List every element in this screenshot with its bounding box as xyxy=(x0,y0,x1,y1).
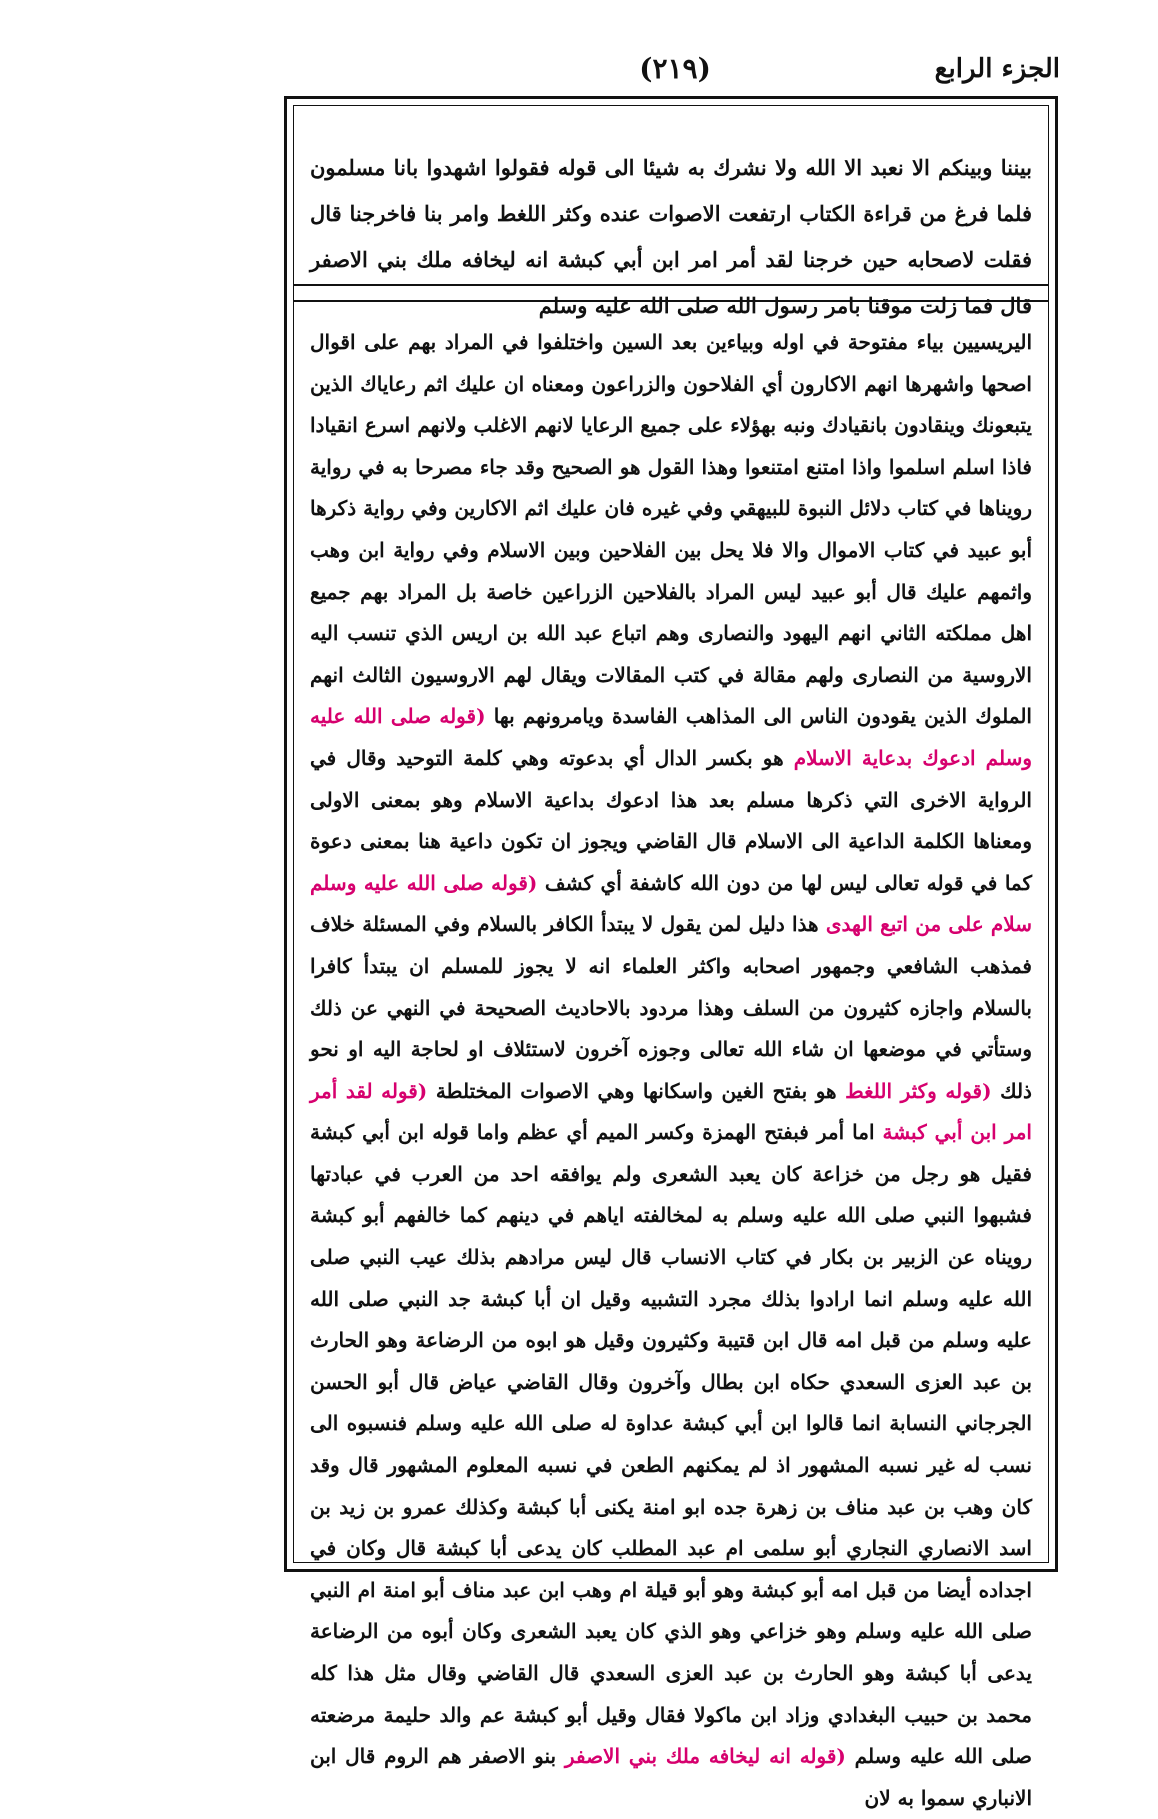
section-divider xyxy=(294,284,1048,302)
commentary-lemma: (قوله وكثر اللغط xyxy=(845,1078,992,1103)
commentary-lemma: (قوله صلى الله عليه وسلم ادعوك بدعاية الاسلام xyxy=(310,704,1032,770)
commentary-segment: هذا دليل لمن يقول لا يبتدأ الكافر بالسلام وفي المسئلة خلاف فمذهب الشافعي وجمهور اصحابه واكثر العلماء انه لا يجوز للمسلم ان يبتدأ كافرا بالسلام واجازه كثيرون من السلف وهذا مردود بالاحاديث الصحيحة في النهي عن ذلك وستأتي في موضعها ان شاء الله تعالى وجوزه آخرون لاستئلاف او لحاجة اليه او نحو ذلك xyxy=(310,912,1032,1103)
page-header xyxy=(290,50,1060,98)
part-title: الجزء الرابع xyxy=(934,54,1060,84)
commentary-segment: اليريسيين بياء مفتوحة في اوله وبياءين بعد السين واختلفوا في المراد بهم على اقوال اصحها واشهرها انهم الاكارون أي الفلاحون والزراعون ومعناه ان عليك اثم رعاياك الذين يتبعونك وينقادون بانقيادك ونبه بهؤلاء على جميع الرعايا لانهم الاغلب ولانهم اسرع انقيادا فاذا اسلم اسلموا واذا امتنع امتنعوا وهذا القول هو الصحيح وقد جاء مصرحا به في رواية رويناها في كتاب دلائل النبوة للبيهقي وفي غيره فان عليك اثم الاكارين وفي رواية ذكرها أبو عبيد في كتاب الاموال والا فلا يحل بين الفلاحين وبين الاسلام وفي رواية ابن وهب واثمهم عليك قال أبو عبيد ليس المراد بالفلاحين الزراعين خاصة بل المراد بهم جميع اهل مملكته الثاني انهم اليهود والنصارى وهم اتباع عبد الله بن اريس الذي تنسب اليه الاروسية من النصارى ولهم مقالة في كتب المقالات ويقال لهم الاروسيون الثالث انهم الملوك الذين يقودون الناس الى المذاهب الفاسدة ويامرونهم بها xyxy=(310,330,1033,729)
commentary-segment: هو بفتح الغين واسكانها وهي الاصوات المختلطة xyxy=(427,1078,846,1103)
frame-inner-border xyxy=(293,105,1049,1810)
commentary-lemma: (قوله انه ليخافه ملك بني الاصفر xyxy=(564,1744,846,1769)
commentary-lemma: (قوله صلى الله عليه وسلم سلام على من اتبع الهدى xyxy=(310,870,1032,937)
commentary-paragraph xyxy=(310,322,1032,1819)
main-text: بيننا وبينكم الا نعبد الا الله ولا نشرك به شيئا الى قوله فقولوا اشهدوا بانا مسلمون فلما فرغ من قراءة الكتاب ارتفعت الاصوات عنده وكثر اللغط وامر بنا فاخرجنا قال فقلت لاصحابه حين خرجنا لقد أمر امر ابن أبي كبشة انه ليخافه ملك بني الاصفر قال فما زلت موقنا بامر رسول الله صلى الله عليه وسلم xyxy=(310,155,1032,318)
main-text-box xyxy=(294,106,1048,318)
commentary-lemma: (قوله لقد أمر امر ابن أبي كبشة xyxy=(310,1078,1032,1145)
commentary-segment: بنو الاصفر هم الروم قال ابن الانباري سموا به لان xyxy=(310,1744,1032,1810)
commentary-segment: هو بكسر الدال أي بدعوته وهي كلمة التوحيد وقال في الرواية الاخرى التي ذكرها مسلم بعد هذا ادعوك بداعية الاسلام وهو بمعنى الاولى ومعناها الكلمة الداعية الى الاسلام قال القاضي ويجوز ان تكون داعية هنا بمعنى دعوة كما في قوله تعالى ليس لها من دون الله كاشفة أي كشف xyxy=(310,745,1033,895)
page-number: (٢١٩) xyxy=(639,52,711,85)
commentary-segment: اما أمر فبفتح الهمزة وكسر الميم أي عظم واما قوله ابن أبي كبشة فقيل هو رجل من خزاعة كان يعبد الشعرى ولم يوافقه احد من العرب في عبادتها فشبهوا النبي صلى الله عليه وسلم به لمخالفته اياهم في دينهم كما خالفهم أبو كبشة رويناه عن الزبير بن بكار في كتاب الانساب قال ليس مرادهم بذلك عيب النبي صلى الله عليه وسلم انما ارادوا بذلك مجرد التشبيه وقيل ان أبا كبشة جد النبي صلى الله عليه وسلم من قبل امه قال ابن قتيبة وكثيرون وقيل هو ابوه من الرضاعة وهو الحارث بن عبد العزى السعدي حكاه ابن بطال وآخرون وقال القاضي عياض قال أبو الحسن الجرجاني النسابة انما قالوا ابن أبي كبشة عداوة له صلى الله عليه وسلم فنسبوه الى نسب له غير نسبه المشهور اذ لم يمكنهم الطعن في نسبه المعلوم المشهور قال وقد كان وهب بن عبد مناف بن زهرة جده ابو امنة يكنى أبا كبشة وكذلك عمرو بن زيد بن اسد الانصاري النجاري أبو سلمى ام عبد المطلب كان يدعى أبا كبشة قال وكان في اجداده أيضا من قبل امه أبو كبشة وهو أبو قيلة ام وهب ابن عبد مناف أبو امنة ام النبي صلى الله عليه وسلم وهو خزاعي وهو الذي كان يعبد الشعرى وكان أبوه من الرضاعة يدعى أبا كبشة وهو الحارث بن عبد العزى السعدي قال القاضي وقال مثل هذا كله محمد بن حبيب البغدادي وزاد ابن ماكولا فقال وقيل أبو كبشة عم والد حليمة مرضعته صلى الله عليه وسلم xyxy=(310,1120,1032,1769)
commentary-text xyxy=(310,322,1033,1810)
page-frame xyxy=(284,96,1058,1810)
